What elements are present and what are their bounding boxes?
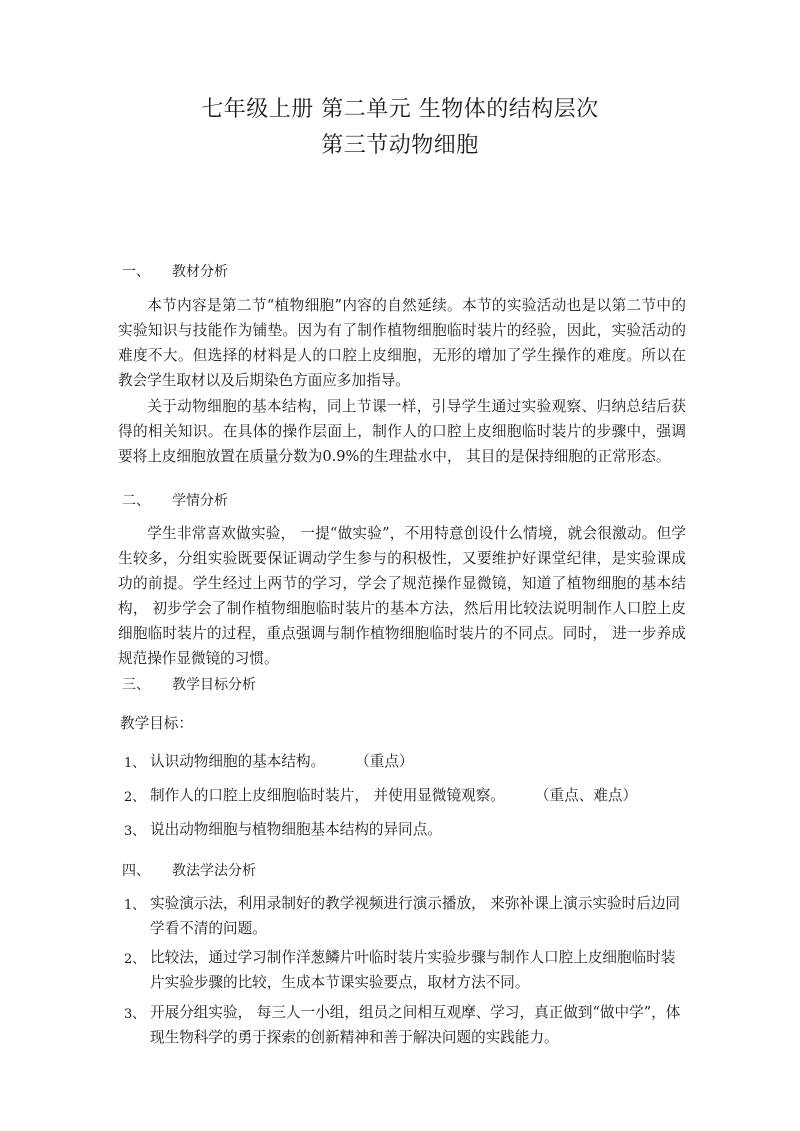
section-heading-1 [122, 262, 228, 282]
goal-item [124, 749, 688, 774]
method-text: 实验演示法，利用录制好的教学视频进行演示播放， 来弥补课上演示实验时后边同学看不清的问题。 [150, 895, 681, 937]
goal-tag: （重点） [355, 753, 414, 770]
goal-tag: （重点、难点） [534, 787, 638, 804]
goal-text: 制作人的口腔上皮细胞临时装片， 并使用显微镜观察。 [150, 787, 505, 804]
goal-text: 说出动物细胞与植物细胞基本结构的异同点。 [150, 821, 442, 838]
section-heading-4 [122, 861, 256, 881]
section-number: 三、 [122, 677, 150, 693]
section-number: 一、 [122, 264, 150, 280]
paragraph-1: 本节内容是第二节“植物细胞”内容的自然延续。本节的实验活动也是以第二节中的实验知识与技能作为铺垫。因为有了制作植物细胞临时装片的经验，因此，实验活动的难度不大。但选择的材料是人的口腔上皮细胞，无形的增加了学生操作的难度。所以在教会学生取材以及后期染色方面应多加指导。 [118, 297, 686, 389]
goal-text: 认识动物细胞的基本结构。 [150, 753, 326, 770]
section-title: 教法学法分析 [172, 863, 256, 879]
section-number: 四、 [122, 863, 150, 879]
section-title: 教学目标分析 [172, 677, 256, 693]
goals-label: 教学目标： [120, 715, 193, 732]
method-text: 比较法，通过学习制作洋葱鳞片叶临时装片实验步骤与制作人口腔上皮细胞临时装片实验步骤的比较，生成本节课实验要点，取材方法不同。 [150, 949, 676, 991]
item-number: 1、 [124, 756, 146, 771]
method-item [124, 945, 688, 995]
item-number: 2、 [124, 790, 146, 805]
item-number: 1、 [124, 898, 146, 913]
document-title: 七年级上册 第二单元 生物体的结构层次 [201, 97, 599, 122]
section-title: 学情分析 [172, 493, 228, 509]
item-number: 3、 [124, 824, 146, 839]
item-number: 2、 [124, 952, 146, 967]
paragraph-2: 关于动物细胞的基本结构，同上节课一样，引导学生通过实验观察、归纳总结后获得的相关知识。在具体的操作层面上，制作人的口腔上皮细胞临时装片的步骤中，强调要将上皮细胞放置在质量分数为0.9%的生理盐水中， 其目的是保持细胞的正常形态。 [118, 398, 686, 465]
item-number: 3、 [124, 1007, 146, 1022]
goal-item [124, 817, 688, 842]
method-item [124, 891, 688, 941]
method-text: 开展分组实验， 每三人一小组，组员之间相互观摩、学习，真正做到“做中学”，体现生物科学的勇于探索的创新精神和善于解决问题的实践能力。 [150, 1004, 681, 1046]
section-number: 二、 [122, 493, 150, 509]
paragraph-3: 学生非常喜欢做实验， 一提“做实验”，不用特意创设什么情境，就会很激动。但学生较多，分组实验既要保证调动学生参与的积极性，又要维护好课堂纪律，是实验课成功的前提。学生经过上两节的学习，学会了规范操作显微镜，知道了植物细胞的基本结构， 初步学会了制作植物细胞临时装片的基本方法，然后用比较法说明制作人口腔上皮细胞临时装片的过程，重点强调与制作植物细胞临时装片的不同点。同时， 进一步养成规范操作显微镜的习惯。 [118, 525, 686, 667]
section-heading-3 [122, 675, 256, 695]
section-heading-2 [122, 491, 228, 511]
method-item [124, 1000, 688, 1050]
section-title: 教材分析 [172, 264, 228, 280]
goal-item [124, 783, 688, 808]
document-subtitle: 第三节动物细胞 [321, 133, 479, 158]
